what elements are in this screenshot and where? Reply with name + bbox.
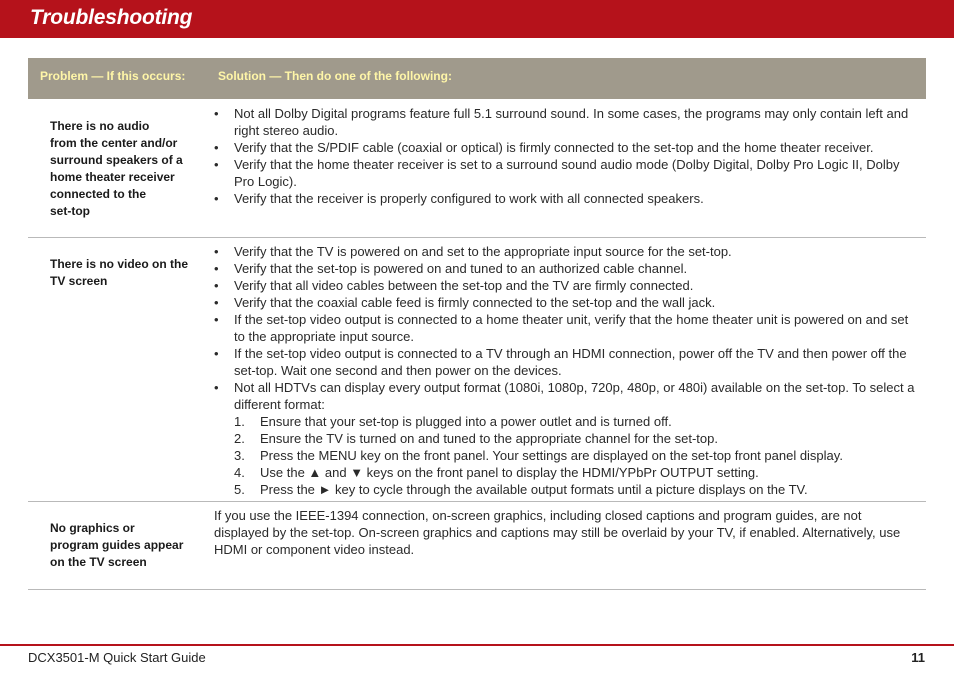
list-item: • Not all Dolby Digital programs feature full 5.1 surround sound. In some cases, the programs may only contain left and right stereo audio. bbox=[214, 106, 909, 138]
solution-list-audio bbox=[214, 105, 919, 207]
list-item: • Verify that the set-top is powered on and tuned to an authorized cable channel. bbox=[214, 261, 688, 276]
table-header bbox=[28, 58, 926, 99]
row-divider bbox=[28, 589, 926, 590]
list-item: • Verify that the S/PDIF cable (coaxial or optical) is firmly connected to the set-top and the home theater receiver. bbox=[214, 140, 874, 155]
list-item: • Not all HDTVs can display every output format (1080i, 1080p, 720p, 480p, or 480i) available on the set-top. To select a different format: 1. Ensure that your set-top is plugged into a power outlet and is turned off. 2. Ensure the TV is turned on and tuned to the appropriate channel for the set-top. 3. Press the MENU key on the front panel. Your settings are displayed on the set-top front panel display. 4. Use the ▲ and ▼ keys on the front panel to display the HDMI/YPbPr OUTPUT setting. 5. Press the ► key to cycle through the available output formats until a picture displays on the TV. bbox=[214, 379, 919, 498]
step-item: 1. Ensure that your set-top is plugged into a power outlet and is turned off. bbox=[234, 414, 672, 429]
problem-no-graphics: No graphics or program guides appear on the TV screen bbox=[50, 521, 184, 569]
solution-list-video bbox=[214, 243, 919, 498]
step-item: 3. Press the MENU key on the front panel. Your settings are displayed on the set-top front panel display. bbox=[234, 448, 843, 463]
step-item: 2. Ensure the TV is turned on and tuned to the appropriate channel for the set-top. bbox=[234, 431, 718, 446]
problem-no-video: There is no video on the TV screen bbox=[50, 257, 189, 288]
row-divider bbox=[28, 237, 926, 238]
column-header-problem: Problem — If this occurs: bbox=[40, 69, 186, 83]
list-item: • Verify that all video cables between the set-top and the TV are firmly connected. bbox=[214, 278, 694, 293]
row-divider bbox=[28, 501, 926, 502]
page-title: Troubleshooting bbox=[30, 6, 193, 29]
list-item: • If the set-top video output is connected to a TV through an HDMI connection, power off the TV and then power off the set-top. Wait one second and then power on the devices. bbox=[214, 346, 907, 378]
step-item: 5. Press the ► key to cycle through the available output formats until a picture displays on the TV. bbox=[234, 482, 808, 497]
footer-guide-title: DCX3501-M Quick Start Guide bbox=[28, 650, 206, 665]
list-item: • Verify that the home theater receiver is set to a surround sound audio mode (Dolby Digital, Dolby Pro Logic II, Dolby Pro Logic). bbox=[214, 157, 900, 189]
list-item: • Verify that the coaxial cable feed is firmly connected to the set-top and the wall jack. bbox=[214, 295, 716, 310]
header-bar bbox=[0, 0, 954, 38]
step-item: 4. Use the ▲ and ▼ keys on the front panel to display the HDMI/YPbPr OUTPUT setting. bbox=[234, 465, 759, 480]
list-item: • If the set-top video output is connected to a home theater unit, verify that the home theater unit is powered on and set to the appropriate input source. bbox=[214, 312, 909, 344]
column-header-solution: Solution — Then do one of the following: bbox=[218, 69, 452, 83]
format-steps bbox=[234, 413, 919, 498]
list-item: • Verify that the receiver is properly configured to work with all connected speakers. bbox=[214, 191, 704, 206]
solution-paragraph-graphics: If you use the IEEE-1394 connection, on-screen graphics, including closed captions and program guides, are not displayed by the set-top. On-screen graphics and captions may still be overlaid by your TV, if enabled. Alternatively, use HDMI or component video instead. bbox=[214, 508, 901, 557]
list-item: • Verify that the TV is powered on and set to the appropriate input source for the set-top. bbox=[214, 244, 732, 259]
page-number: 11 bbox=[911, 650, 925, 665]
problem-no-audio: There is no audio from the center and/or surround speakers of a home theater receiver connected to the set-top bbox=[50, 119, 183, 218]
footer-rule bbox=[0, 644, 954, 646]
